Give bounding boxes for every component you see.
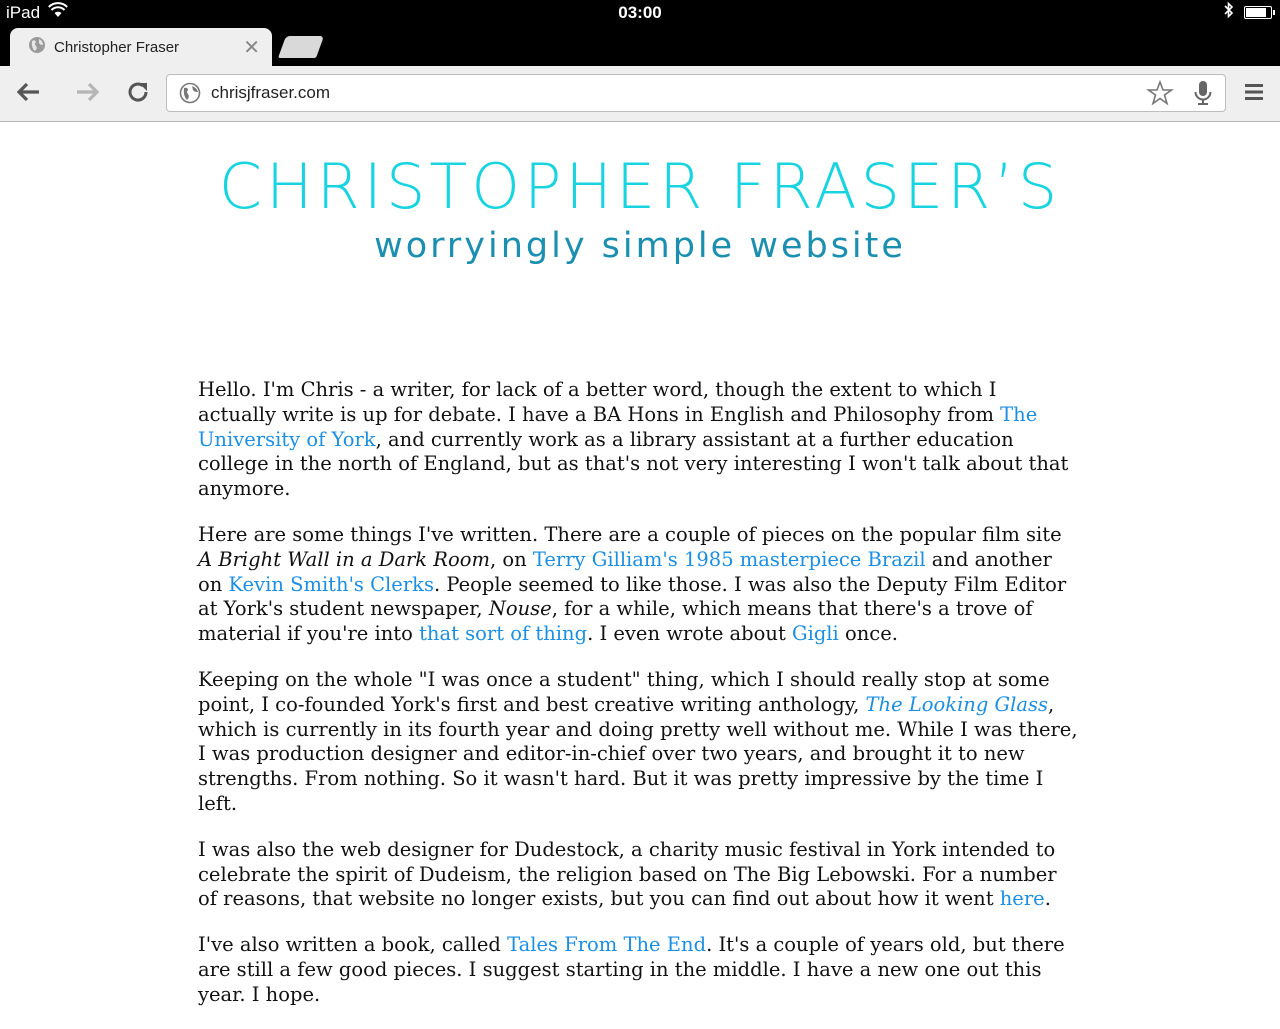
device-label: iPad bbox=[6, 2, 41, 22]
web-page bbox=[0, 122, 1280, 1006]
star-icon[interactable] bbox=[1147, 80, 1173, 106]
text-run: , which is currently in its fourth year and doing pretty well without me. While I was there, I was production designer and editor-in-chief over two years, and brought it to new strengths. From nothing. So it wasn't hard. But it was pretty impressive by the time I left. bbox=[198, 692, 1078, 815]
forward-arrow-icon bbox=[75, 81, 101, 107]
bluetooth-icon bbox=[1224, 2, 1234, 23]
text-run: I've also written a book, called bbox=[198, 933, 508, 957]
link-the-looking-glass[interactable]: The Looking Glass bbox=[865, 692, 1048, 716]
text-run: , on bbox=[489, 547, 533, 571]
paragraph-book bbox=[198, 933, 1078, 1007]
paragraph-dudestock bbox=[198, 838, 1078, 912]
address-bar[interactable] bbox=[166, 74, 1226, 112]
text-run: . I even wrote about bbox=[587, 622, 792, 646]
back-button[interactable] bbox=[8, 74, 48, 114]
link-brazil[interactable]: Terry Gilliam's 1985 masterpiece Brazil bbox=[532, 547, 926, 571]
tab-title: Christopher Fraser bbox=[54, 38, 180, 56]
tab-christopher-fraser[interactable] bbox=[10, 28, 272, 66]
new-tab-button[interactable] bbox=[278, 36, 324, 58]
text-run: Hello. I'm Chris - a writer, for lack of a better word, though the extent to which I actually write is up for debate. I have a BA Hons in English and Philosophy from bbox=[198, 378, 1001, 426]
status-time: 03:00 bbox=[618, 3, 662, 22]
text-run: Here are some things I've written. There are a couple of pieces on the popular film site bbox=[198, 522, 1062, 546]
browser-toolbar bbox=[0, 66, 1280, 122]
link-that-sort-of-thing[interactable]: that sort of thing bbox=[419, 622, 588, 646]
paragraph-writing bbox=[198, 523, 1078, 647]
link-tales-from-the-end[interactable]: Tales From The End bbox=[507, 933, 707, 957]
link-here[interactable]: here bbox=[999, 887, 1045, 911]
status-bar bbox=[0, 0, 1280, 26]
url-input[interactable] bbox=[211, 83, 1147, 103]
link-university-of-york[interactable]: The University of York bbox=[198, 402, 1038, 451]
link-clerks[interactable]: Kevin Smith's Clerks bbox=[228, 572, 434, 596]
reload-icon bbox=[126, 80, 150, 108]
text-run: Keeping on the whole "I was once a student" thing, which I should really stop at some point, I co-founded York's first and best creative writing anthology, bbox=[198, 667, 1050, 716]
globe-icon bbox=[28, 36, 46, 58]
text-run: . People seemed to like those. I was also the Deputy Film Editor at York's student newspaper, bbox=[198, 572, 1067, 621]
menu-icon bbox=[1244, 82, 1264, 106]
battery-fill bbox=[1246, 8, 1266, 17]
battery-icon bbox=[1244, 6, 1272, 19]
tab-strip bbox=[0, 26, 1280, 66]
link-gigli[interactable]: Gigli bbox=[792, 622, 839, 646]
article-body bbox=[198, 378, 1078, 1029]
text-run: I was also the web designer for Dudestock, a charity music festival in York intended to celebrate the spirit of Dudeism, the religion based on The Big Lebowski. For a number of reasons, that website no longer exists, but you can find out about how it went bbox=[198, 837, 1057, 911]
paragraph-anthology bbox=[198, 668, 1078, 817]
menu-button[interactable] bbox=[1234, 74, 1274, 114]
text-run: , for a while, which means that there's a trove of material if you're into bbox=[198, 597, 1033, 646]
back-arrow-icon bbox=[15, 81, 41, 107]
text-run: . bbox=[1044, 887, 1051, 911]
emphasis-site-name: A Bright Wall in a Dark Room bbox=[198, 547, 490, 571]
text-run: once. bbox=[838, 622, 898, 646]
emphasis-nouse: Nouse bbox=[488, 597, 552, 621]
text-run: , and currently work as a library assistant at a further education college in the north of England, but as that's not very interesting I won't talk about that anymore. bbox=[198, 427, 1069, 501]
status-bar-right bbox=[1224, 2, 1272, 23]
text-run: and another on bbox=[198, 547, 1052, 596]
paragraph-intro bbox=[198, 378, 1078, 502]
text-run: . It's a couple of years old, but there are still a few good pieces. I suggest starting in the middle. I have a new one out this year. I hope. bbox=[198, 933, 1065, 1006]
globe-icon bbox=[179, 82, 201, 104]
forward-button[interactable] bbox=[68, 74, 108, 114]
close-icon[interactable]: ✕ bbox=[243, 35, 260, 59]
site-subtitle: worryingly simple website bbox=[374, 226, 906, 266]
microphone-icon[interactable] bbox=[1193, 79, 1213, 107]
reload-button[interactable] bbox=[118, 74, 158, 114]
site-title: CHRISTOPHER FRASER’S bbox=[218, 150, 1062, 223]
